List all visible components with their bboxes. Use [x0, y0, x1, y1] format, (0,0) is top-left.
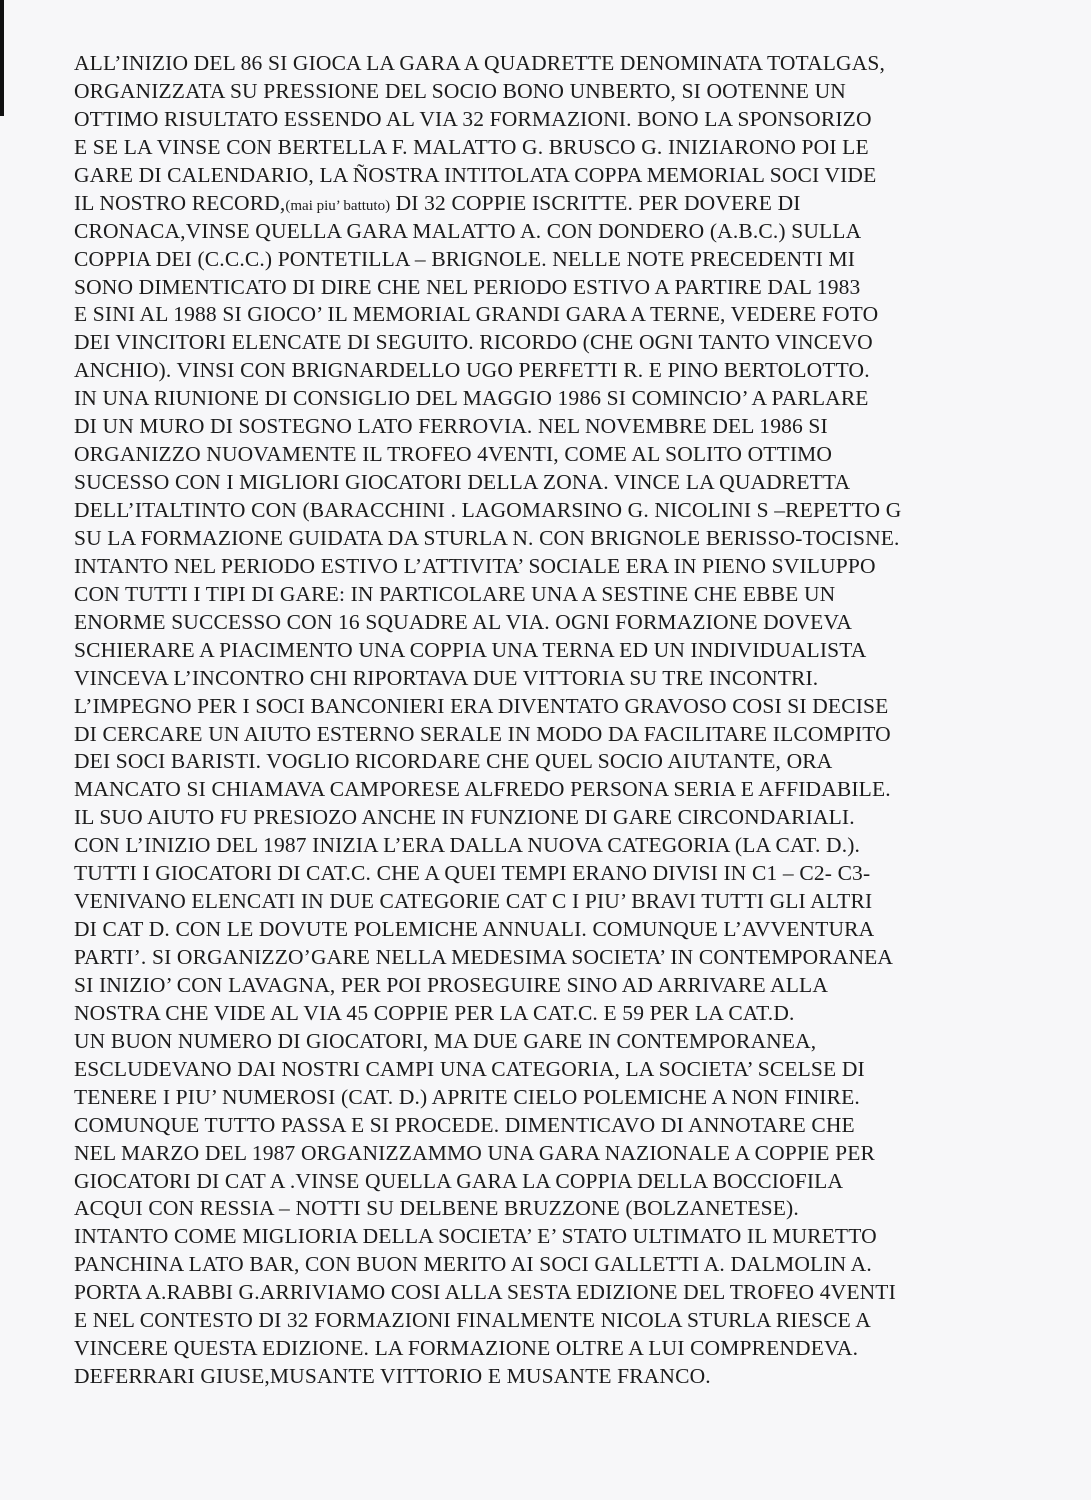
text-line: PORTA A.RABBI G.ARRIVIAMO COSI ALLA SESTA EDIZIONE DEL TROFEO 4VENTI	[74, 1280, 896, 1305]
text-line: SONO DIMENTICATO DI DIRE CHE NEL PERIODO ESTIVO A PARTIRE DAL 1983	[74, 274, 861, 299]
text-line: CON L’INIZIO DEL 1987 INIZIA L’ERA DALLA NUOVA CATEGORIA (LA CAT. D.).	[74, 833, 861, 858]
text-line: DI CERCARE UN AIUTO ESTERNO SERALE IN MODO DA FACILITARE ILCOMPITO	[74, 721, 891, 746]
text-line: ESCLUDEVANO DAI NOSTRI CAMPI UNA CATEGORIA, LA SOCIETA’ SCELSE DI	[74, 1056, 865, 1081]
text-line: MANCATO SI CHIAMAVA CAMPORESE ALFREDO PERSONA SERIA E AFFIDABILE.	[74, 777, 891, 802]
text-line: DI CAT D. CON LE DOVUTE POLEMICHE ANNUALI. COMUNQUE L’AVVENTURA	[74, 917, 875, 942]
text-line: E SE LA VINSE CON BERTELLA F. MALATTO G. BRUSCO G. INIZIARONO POI LE	[74, 134, 869, 159]
text-line: TUTTI I GIOCATORI DI CAT.C. CHE A QUEI TEMPI ERANO DIVISI IN C1 – C2- C3-	[74, 861, 871, 886]
text-line: DEI SOCI BARISTI. VOGLIO RICORDARE CHE QUEL SOCIO AIUTANTE, ORA	[74, 749, 833, 774]
text-line: NEL MARZO DEL 1987 ORGANIZZAMMO UNA GARA NAZIONALE A COPPIE PER	[74, 1140, 875, 1165]
text-line: VINCEVA L’INCONTRO CHI RIPORTAVA DUE VITTORIA SU TRE INCONTRI.	[74, 665, 819, 690]
text-line: ORGANIZZO NUOVAMENTE IL TROFEO 4VENTI, COME AL SOLITO OTTIMO	[74, 442, 833, 467]
text-line: PANCHINA LATO BAR, CON BUON MERITO AI SOCI GALLETTI A. DALMOLIN A.	[74, 1252, 872, 1277]
text-line: IL NOSTRO RECORD,(mai piu’ battuto) DI 32 COPPIE ISCRITTE. PER DOVERE DI	[74, 190, 801, 215]
text-line: GIOCATORI DI CAT A .VINSE QUELLA GARA LA COPPIA DELLA BOCCIOFILA	[74, 1168, 844, 1193]
text-line: SCHIERARE A PIACIMENTO UNA COPPIA UNA TERNA ED UN INDIVIDUALISTA	[74, 637, 867, 662]
text-line: ANCHIO). VINSI CON BRIGNARDELLO UGO PERFETTI R. E PINO BERTOLOTTO.	[74, 358, 870, 383]
text-line: CRONACA,VINSE QUELLA GARA MALATTO A. CON DONDERO (A.B.C.) SULLA	[74, 218, 862, 243]
text-line: COMUNQUE TUTTO PASSA E SI PROCEDE. DIMENTICAVO DI ANNOTARE CHE	[74, 1112, 855, 1137]
text-line: E NEL CONTESTO DI 32 FORMAZIONI FINALMENTE NICOLA STURLA RIESCE A	[74, 1308, 871, 1333]
scan-edge-mark	[0, 0, 4, 116]
text-line: UN BUON NUMERO DI GIOCATORI, MA DUE GARE IN CONTEMPORANEA,	[74, 1028, 817, 1053]
text-line: DI UN MURO DI SOSTEGNO LATO FERROVIA. NEL NOVEMBRE DEL 1986 SI	[74, 414, 828, 439]
inline-note: (mai piu’ battuto)	[285, 197, 391, 214]
text-line: DEFERRARI GIUSE,MUSANTE VITTORIO E MUSANTE FRANCO.	[74, 1364, 711, 1389]
text-line: IL SUO AIUTO FU PRESIOZO ANCHE IN FUNZIONE DI GARE CIRCONDARIALI.	[74, 805, 855, 830]
document-body	[74, 50, 1074, 1391]
text-line: SI INIZIO’ CON LAVAGNA, PER POI PROSEGUIRE SINO AD ARRIVARE ALLA	[74, 972, 828, 997]
text-line: PARTI’. SI ORGANIZZO’GARE NELLA MEDESIMA SOCIETA’ IN CONTEMPORANEA	[74, 945, 894, 969]
text-line: E SINI AL 1988 SI GIOCO’ IL MEMORIAL GRANDI GARA A TERNE, VEDERE FOTO	[74, 302, 879, 327]
text-line: DEI VINCITORI ELENCATE DI SEGUITO. RICORDO (CHE OGNI TANTO VINCEVO	[74, 330, 873, 355]
text-line: SU LA FORMAZIONE GUIDATA DA STURLA N. CON BRIGNOLE BERISSO-TOCISNE.	[74, 525, 900, 550]
text-line: L’IMPEGNO PER I SOCI BANCONIERI ERA DIVENTATO GRAVOSO COSI SI DECISE	[74, 693, 889, 718]
text-line: GARE DI CALENDARIO, LA ÑOSTRA INTITOLATA COPPA MEMORIAL SOCI VIDE	[74, 162, 877, 187]
text-line: CON TUTTI I TIPI DI GARE: IN PARTICOLARE UNA A SESTINE CHE EBBE UN	[74, 581, 836, 606]
text-line: IN UNA RIUNIONE DI CONSIGLIO DEL MAGGIO 1986 SI COMINCIO’ A PARLARE	[74, 386, 869, 411]
text-line: NOSTRA CHE VIDE AL VIA 45 COPPIE PER LA CAT.C. E 59 PER LA CAT.D.	[74, 1000, 795, 1025]
text-line: COPPIA DEI (C.C.C.) PONTETILLA – BRIGNOLE. NELLE NOTE PRECEDENTI MI	[74, 246, 856, 271]
text-line: DELL’ITALTINTO CON (BARACCHINI . LAGOMARSINO G. NICOLINI S –REPETTO G	[74, 498, 902, 522]
text-line: ENORME SUCCESSO CON 16 SQUADRE AL VIA. OGNI FORMAZIONE DOVEVA	[74, 609, 853, 634]
text-line: VINCERE QUESTA EDIZIONE. LA FORMAZIONE OLTRE A LUI COMPRENDEVA.	[74, 1336, 859, 1361]
text-line: ACQUI CON RESSIA – NOTTI SU DELBENE BRUZZONE (BOLZANETESE).	[74, 1196, 799, 1221]
text-line: INTANTO NEL PERIODO ESTIVO L’ATTIVITA’ SOCIALE ERA IN PIENO SVILUPPO	[74, 553, 876, 578]
text-line: INTANTO COME MIGLIORIA DELLA SOCIETA’ E’ STATO ULTIMATO IL MURETTO	[74, 1224, 877, 1249]
text-line: SUCESSO CON I MIGLIORI GIOCATORI DELLA ZONA. VINCE LA QUADRETTA	[74, 470, 851, 495]
text-line: ORGANIZZATA SU PRESSIONE DEL SOCIO BONO UNBERTO, SI OOTENNE UN	[74, 78, 846, 103]
text-line: VENIVANO ELENCATI IN DUE CATEGORIE CAT C I PIU’ BRAVI TUTTI GLI ALTRI	[74, 889, 873, 914]
text-line: TENERE I PIU’ NUMEROSI (CAT. D.) APRITE CIELO POLEMICHE A NON FINIRE.	[74, 1084, 860, 1109]
text-line: ALL’INIZIO DEL 86 SI GIOCA LA GARA A QUADRETTE DENOMINATA TOTALGAS,	[74, 51, 886, 75]
text-line: OTTIMO RISULTATO ESSENDO AL VIA 32 FORMAZIONI. BONO LA SPONSORIZO	[74, 106, 872, 131]
